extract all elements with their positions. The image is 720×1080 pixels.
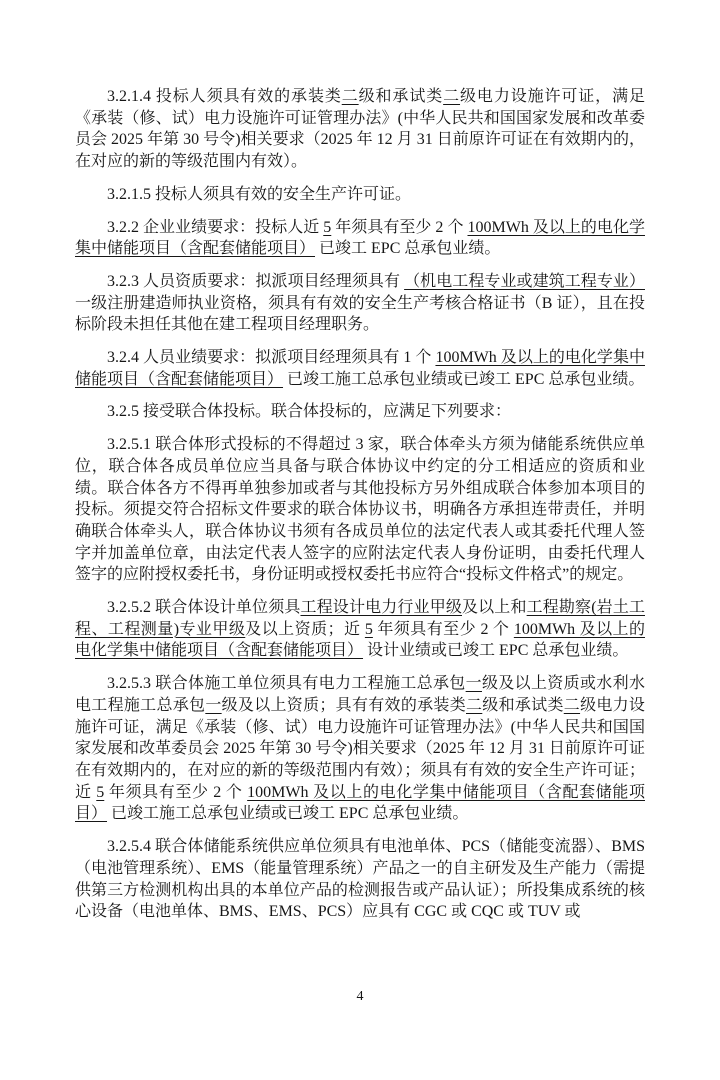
text-run: 3.2.1.5 投标人须具有效的安全生产许可证。 [107,185,412,203]
text-run: 3.2.4 人员业绩要求：拟派项目经理须具有 1 个 [107,349,436,367]
text-run: 年须具有至少 2 个 [104,783,248,801]
underlined-text-run: 工程设计电力行业甲级 [300,599,462,617]
underlined-text-run: 100MWh 及以上的电化学集中储能项目（含配套储能项目） [75,783,645,823]
text-run: 已竣工施工总承包业绩或已竣工 EPC 总承包业绩。 [283,370,645,388]
text-run: 级及以上资质或水利水电工程施工总承包 [75,675,645,714]
underlined-text-run: 一 [465,675,482,693]
text-run: 3.2.5.4 联合体储能系统供应单位须具有电池单体、PCS（储能变流器）、BMS（电池管理系统）、EMS（能量管理系统）产品之一的自主研发及生产能力（需提供第三方检测机构出具的本单位产品的检测报告或产品认证）；所投集成系统的核心设备（电池单体、BMS、EMS、PCS）应具有 CGC 或 CQC 或 TUV 或 [75,838,645,921]
text-run: 及以上和 [462,599,527,617]
clause-3-2-5 [75,401,645,423]
text-run: 一级注册建造师执业资格，须具有有效的安全生产考核合格证书（B 证），且在投标阶段未担任其他在建工程项目经理职务。 [75,294,645,334]
underlined-text-run: 二 [563,696,581,714]
clause-3-2-2 [75,217,645,260]
text-run: 设计业绩或已竣工 EPC 总承包业绩。 [363,642,629,660]
underlined-text-run: 工程勘察(岩土工程、工程测量)专业甲级 [75,599,645,638]
underlined-text-run: 二 [443,88,461,105]
text-run: 已竣工 EPC 总承包业绩。 [315,240,501,258]
text-run: 3.2.5.1 联合体形式投标的不得超过 3 家，联合体牵头方须为储能系统供应单位，联合体各成员单位应当具备与联合体协议中约定的分工相适应的资质和业绩。联合体各方不得再单独参加或者与其他投标方另外组成联合体参加本项目的投标。须提交符合招标文件要求的联合体协议书，明确各方承担连带责任，并明确联合体牵头人，联合体协议书须有各成员单位的法定代表人或其委托代理人签字并加盖单位章，由法定代表人签字的应附法定代表人身份证明，由委托代理人签字的应附授权委托书，身份证明或授权委托书应符合“投标文件格式”的规定。 [75,436,645,584]
underlined-text-run: 100MWh 及以上的电化学集中储能项目（含配套储能项目） [75,218,645,258]
clause-3-2-5-4 [75,836,645,923]
underlined-text-run: 5 [323,218,332,236]
clause-3-2-1-5 [75,184,645,206]
text-run: 级电力设施许可证，满足《承装（修、试）电力设施许可证管理办法》(中华人民共和国国家发展和改革委员会 2025 年第 30 号令)相关要求（2025 年 12 月 31 日前原许可证在有效期内的，在对应的新的等级范围内有效）。 [75,88,645,171]
underlined-text-run: （机电工程专业或建筑工程专业） [404,272,645,290]
underlined-text-run: 一 [205,696,222,714]
text-run: 及以上资质；近 [245,620,365,638]
clause-3-2-1-4 [75,86,645,173]
text-run: 3.2.3 人员资质要求：拟派项目经理须具有 [107,272,405,290]
underlined-text-run: 5 [364,620,373,638]
underlined-text-run: 5 [96,783,105,801]
text-run: 级及以上资质；具有有效的承装类 [221,696,466,714]
underlined-text-run: 100MWh 及以上的电化学集中储能项目（含配套储能项目） [75,349,645,388]
text-run: 已竣工施工总承包业绩或已竣工 EPC 总承包业绩。 [107,805,469,823]
clause-3-2-3 [75,271,645,336]
text-run: 级电力设施许可证，满足《承装（修、试）电力设施许可证管理办法》(中华人民共和国国家发展和改革委员会 2025 年第 30 号令)相关要求（2025 年 12 月 31 日前原许可证在有效期内的，在对应的新的等级范围内有效）；须具有有效的安全生产许可证；近 [75,696,645,801]
text-run: 3.2.5 接受联合体投标。联合体投标的，应满足下列要求： [107,403,512,421]
text-run: 3.2.5.2 联合体设计单位须具 [107,599,301,617]
underlined-text-run: 二 [341,88,359,105]
text-run: 3.2.1.4 投标人须具有效的承装类 [107,88,342,105]
page-number: 4 [356,989,364,1004]
underlined-text-run: 二 [466,696,483,714]
underlined-text-run: 100MWh 及以上的电化学集中储能项目（含配套储能项目） [75,620,645,660]
text-run: 3.2.2 企业业绩要求：投标人近 [107,218,324,236]
text-run: 年须具有至少 2 个 [372,620,514,638]
clause-3-2-5-2 [75,597,645,662]
text-run: 级和承试类 [482,696,564,714]
clause-3-2-5-3 [75,673,645,825]
clause-3-2-5-1 [75,434,645,586]
clause-3-2-4 [75,347,645,390]
text-run: 3.2.5.3 联合体施工单位须具有电力工程施工总承包 [107,675,466,693]
text-run: 级和承试类 [358,88,444,105]
document-body [75,86,645,934]
text-run: 年须具有至少 2 个 [331,218,468,236]
